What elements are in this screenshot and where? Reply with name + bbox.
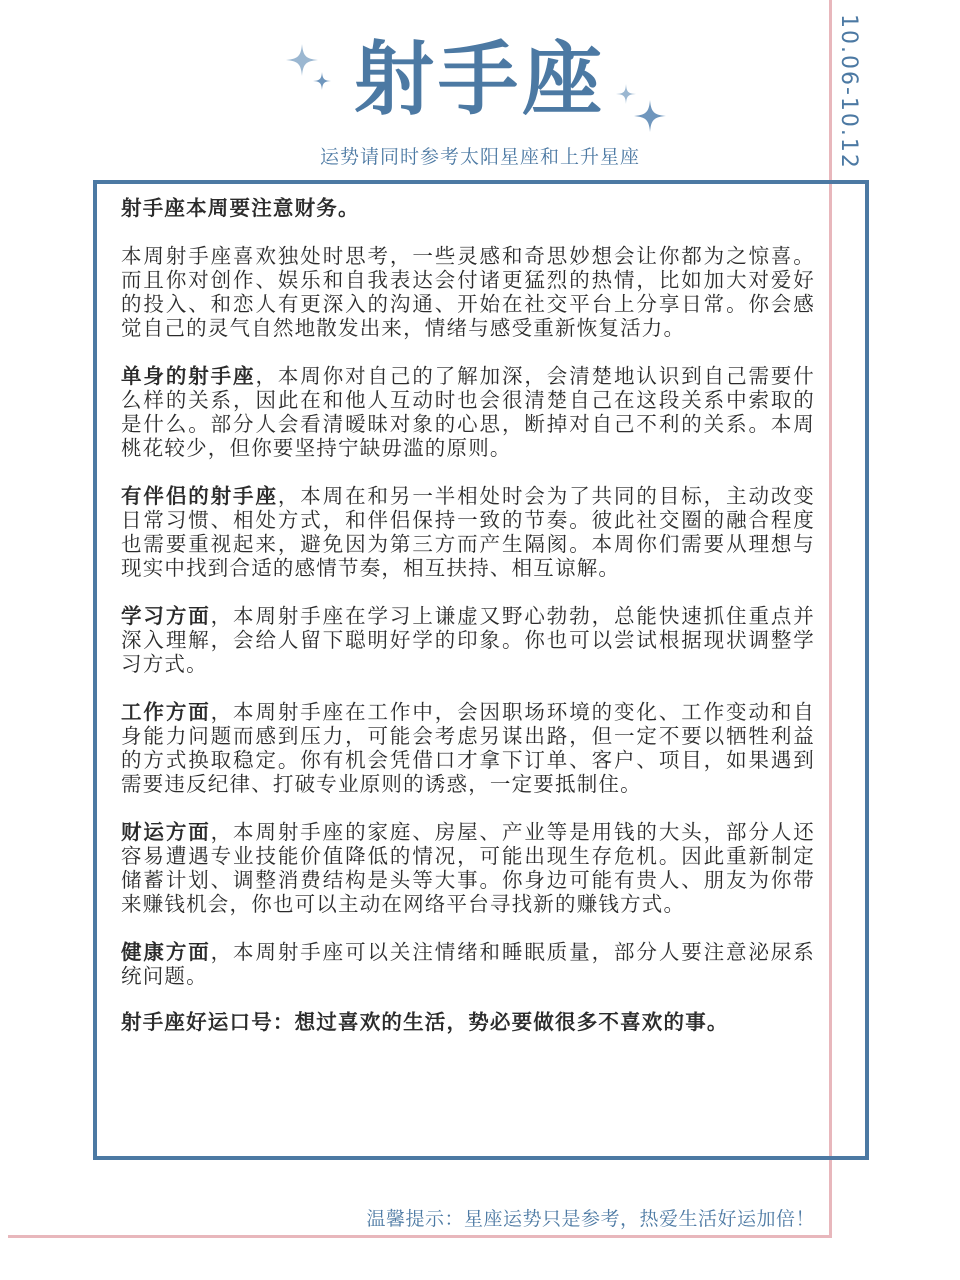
date-range: 10.06-10.12 xyxy=(836,14,861,170)
section-wealth: 财运方面，本周射手座的家庭、房屋、产业等是用钱的大头，部分人还容易遭遇专业技能价值降低的情况，可能出现生存危机。因此重新制定储蓄计划、调整消费结构是头等大事。你身边可能有贵人、朋友为你带来赚钱机会，你也可以主动在网络平台寻找新的赚钱方式。 xyxy=(121,820,815,916)
section-work: 工作方面，本周射手座在工作中，会因职场环境的变化、工作变动和自身能力问题而感到压力，可能会考虑另谋出路，但一定不要以牺牲利益的方式换取稳定。你有机会凭借口才拿下订单、客户、项目，如果遇到需要违反纪律、打破专业原则的诱惑，一定要抵制住。 xyxy=(121,700,815,796)
section-health: 健康方面，本周射手座可以关注情绪和睡眠质量，部分人要注意泌尿系统问题。 xyxy=(121,940,815,988)
horoscope-content xyxy=(121,196,815,1058)
intro-paragraph: 本周射手座喜欢独处时思考，一些灵感和奇思妙想会让你都为之惊喜。而且你对创作、娱乐和自我表达会付诸更猛烈的热情，比如加大对爱好的投入、和恋人有更深入的沟通、开始在社交平台上分享日常。你会感觉自己的灵气自然地散发出来，情绪与感受重新恢复活力。 xyxy=(121,244,815,340)
section-partnered: 有伴侣的射手座，本周在和另一半相处时会为了共同的目标，主动改变日常习惯、相处方式，和伴侣保持一致的节奏。彼此社交圈的融合程度也需要重视起来，避免因为第三方而产生隔阂。本周你们需要从理想与现实中找到合适的感情节奏，相互扶持、相互谅解。 xyxy=(121,484,815,580)
section-study: 学习方面，本周射手座在学习上谦虚又野心勃勃，总能快速抓住重点并深入理解，会给人留下聪明好学的印象。你也可以尝试根据现状调整学习方式。 xyxy=(121,604,815,676)
section-single: 单身的射手座，本周你对自己的了解加深，会清楚地认识到自己需要什么样的关系，因此在和他人互动时也会很清楚自己在这段关系中索取的是什么。部分人会看清暧昧对象的心思，断掉对自己不利的关系。本周桃花较少，但你要坚持宁缺毋滥的原则。 xyxy=(121,364,816,460)
subtitle: 运势请同时参考太阳星座和上升星座 xyxy=(319,146,640,168)
pink-frame-horizontal xyxy=(8,1235,832,1238)
lucky-slogan: 射手座好运口号：想过喜欢的生活，势必要做很多不喜欢的事。 xyxy=(121,1010,729,1034)
footer-tip: 温馨提示：星座运势只是参考，热爱生活好运加倍！ xyxy=(366,1208,815,1230)
page-title: 射手座 xyxy=(354,33,606,126)
intro-headline: 射手座本周要注意财务。 xyxy=(121,196,360,220)
sparkle-icon xyxy=(612,82,668,138)
sparkle-icon xyxy=(284,42,336,98)
